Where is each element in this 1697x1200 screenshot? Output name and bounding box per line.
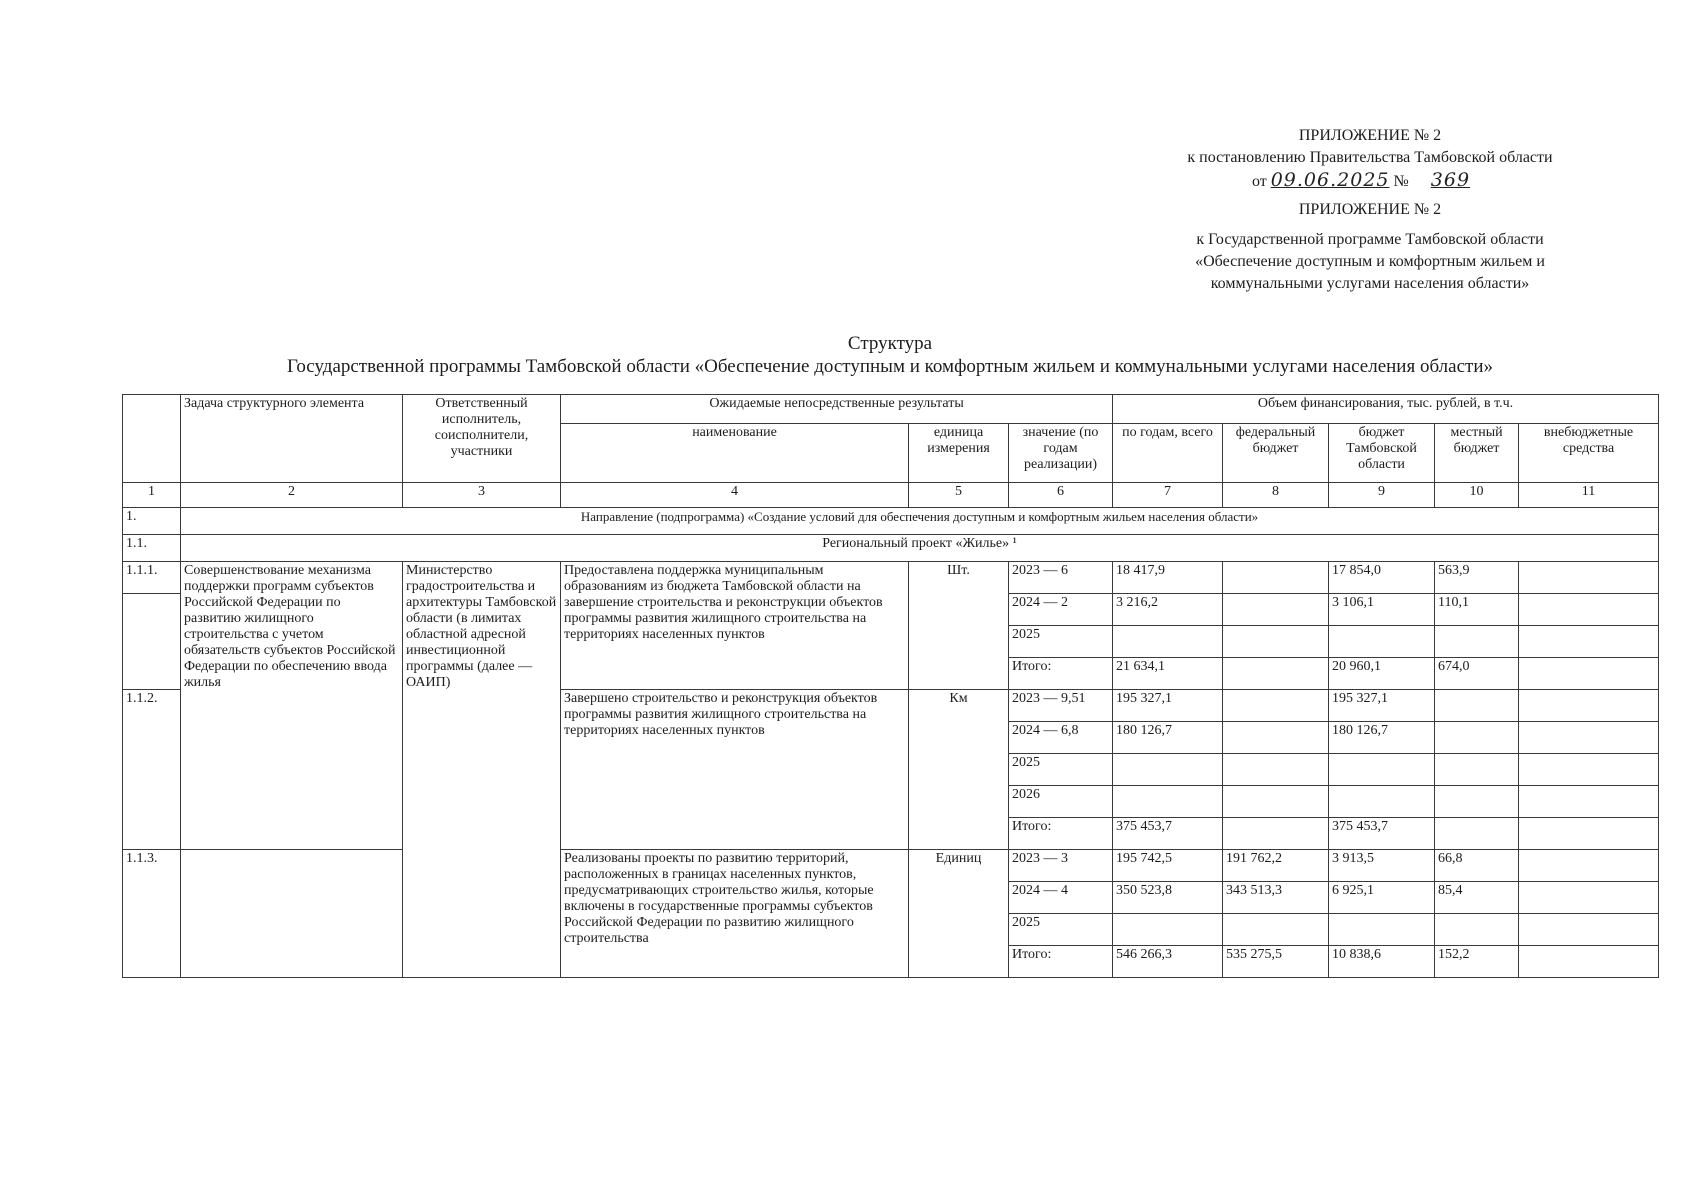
regional-cell	[1329, 914, 1435, 946]
local-cell: 674,0	[1435, 658, 1519, 690]
subsection-number: 1.1.	[123, 535, 181, 562]
local-cell: 563,9	[1435, 562, 1519, 594]
federal-cell: 191 762,2	[1223, 850, 1329, 882]
extra-cell	[1519, 882, 1659, 914]
col-number: 8	[1223, 483, 1329, 508]
total-cell: 21 634,1	[1113, 658, 1223, 690]
header-results: Ожидаемые непосредственные результаты	[561, 395, 1113, 424]
total-cell: 375 453,7	[1113, 818, 1223, 850]
federal-cell: 535 275,5	[1223, 946, 1329, 978]
local-cell: 110,1	[1435, 594, 1519, 626]
total-cell: 350 523,8	[1113, 882, 1223, 914]
extra-cell	[1519, 850, 1659, 882]
number-prefix: №	[1393, 173, 1409, 190]
local-cell	[1435, 818, 1519, 850]
regional-cell: 195 327,1	[1329, 690, 1435, 722]
value-cell: 2023 — 6	[1009, 562, 1113, 594]
date-prefix: от	[1251, 173, 1267, 190]
task-cell-continued	[181, 850, 403, 978]
col-number: 6	[1009, 483, 1113, 508]
regional-cell: 180 126,7	[1329, 722, 1435, 754]
col-number: 11	[1519, 483, 1659, 508]
header-financing: Объем финансирования, тыс. рублей, в т.ч.	[1113, 395, 1659, 424]
task-cell: Совершенствование механизма поддержки программ субъектов Российской Федерации по развитию жилищного строительства с учетом обязательств субъектов Российской Федерации по обеспечению ввода жилья	[181, 562, 403, 850]
item-number-spacer	[123, 594, 181, 690]
table-row	[123, 850, 1659, 882]
program-reference-1: к Государственной программе Тамбовской области	[1196, 231, 1544, 248]
total-cell	[1113, 626, 1223, 658]
local-cell: 152,2	[1435, 946, 1519, 978]
regional-cell: 20 960,1	[1329, 658, 1435, 690]
responsible-cell: Министерство градостроительства и архитектуры Тамбовской области (в лимитах областной адресной инвестиционной программы (далее — ОАИП)	[403, 562, 561, 978]
local-cell	[1435, 626, 1519, 658]
decree-date-line	[1100, 169, 1640, 193]
section-number: 1.	[123, 508, 181, 535]
table-row	[123, 562, 1659, 594]
result-unit: Шт.	[909, 562, 1009, 690]
value-cell: 2024 — 2	[1009, 594, 1113, 626]
program-reference-3: коммунальными услугами населения области»	[1210, 275, 1530, 292]
value-cell: 2024 — 4	[1009, 882, 1113, 914]
local-cell: 66,8	[1435, 850, 1519, 882]
total-cell: 195 327,1	[1113, 690, 1223, 722]
value-cell: 2025	[1009, 626, 1113, 658]
header-value: значение (по годам реализации)	[1009, 424, 1113, 483]
header-extra: внебюджетные средства	[1519, 424, 1659, 483]
regional-cell: 3 106,1	[1329, 594, 1435, 626]
result-unit: Км	[909, 690, 1009, 850]
federal-cell	[1223, 914, 1329, 946]
header-regional: бюджет Тамбовской области	[1329, 424, 1435, 483]
value-cell: 2026	[1009, 786, 1113, 818]
local-cell: 85,4	[1435, 882, 1519, 914]
value-cell: 2025	[1009, 754, 1113, 786]
document-title: Структура	[847, 333, 933, 354]
col-number: 1	[123, 483, 181, 508]
regional-cell	[1329, 754, 1435, 786]
federal-cell	[1223, 562, 1329, 594]
regional-cell: 10 838,6	[1329, 946, 1435, 978]
structure-table	[122, 394, 1659, 978]
result-name: Завершено строительство и реконструкция объектов программы развития жилищного строительства на территориях населенных пунктов	[561, 690, 909, 850]
header-empty	[123, 395, 181, 483]
total-cell: 18 417,9	[1113, 562, 1223, 594]
extra-cell	[1519, 562, 1659, 594]
regional-cell: 375 453,7	[1329, 818, 1435, 850]
extra-cell	[1519, 914, 1659, 946]
extra-cell	[1519, 754, 1659, 786]
value-cell: 2023 — 9,51	[1009, 690, 1113, 722]
regional-cell: 17 854,0	[1329, 562, 1435, 594]
extra-cell	[1519, 786, 1659, 818]
col-number: 7	[1113, 483, 1223, 508]
federal-cell	[1223, 626, 1329, 658]
extra-cell	[1519, 690, 1659, 722]
total-cell	[1113, 786, 1223, 818]
value-cell: Итого:	[1009, 946, 1113, 978]
item-number: 1.1.2.	[123, 690, 181, 850]
col-number: 4	[561, 483, 909, 508]
local-cell	[1435, 754, 1519, 786]
handwritten-number: 369	[1430, 169, 1471, 191]
result-name: Реализованы проекты по развитию территорий, расположенных в границах населенных пунктов, предусматривающих строительство жилья, которые включены в государственные программы субъектов Российской Федерации по развитию жилищного строительства	[561, 850, 909, 978]
extra-cell	[1519, 722, 1659, 754]
local-cell	[1435, 690, 1519, 722]
local-cell	[1435, 914, 1519, 946]
federal-cell	[1223, 722, 1329, 754]
program-reference-2: «Обеспечение доступным и комфортным жильем и	[1195, 253, 1545, 270]
federal-cell: 343 513,3	[1223, 882, 1329, 914]
header-federal: федеральный бюджет	[1223, 424, 1329, 483]
handwritten-date: 09.06.2025	[1270, 169, 1390, 191]
result-unit: Единиц	[909, 850, 1009, 978]
federal-cell	[1223, 594, 1329, 626]
value-cell: Итого:	[1009, 658, 1113, 690]
total-cell: 3 216,2	[1113, 594, 1223, 626]
col-number: 10	[1435, 483, 1519, 508]
col-number: 2	[181, 483, 403, 508]
item-number: 1.1.3.	[123, 850, 181, 978]
regional-cell	[1329, 786, 1435, 818]
extra-cell	[1519, 626, 1659, 658]
appendix-label: ПРИЛОЖЕНИЕ № 2	[1298, 127, 1442, 144]
header-by-years: по годам, всего	[1113, 424, 1223, 483]
federal-cell	[1223, 690, 1329, 722]
header-responsible: Ответственный исполнитель, соисполнители, участники	[403, 395, 561, 483]
total-cell: 180 126,7	[1113, 722, 1223, 754]
local-cell	[1435, 786, 1519, 818]
appendix-label-2: ПРИЛОЖЕНИЕ № 2	[1298, 201, 1442, 218]
col-number: 3	[403, 483, 561, 508]
value-cell: 2025	[1009, 914, 1113, 946]
column-numbers-row	[123, 483, 1659, 508]
federal-cell	[1223, 658, 1329, 690]
result-name: Предоставлена поддержка муниципальным образованиям из бюджета Тамбовской области на завершение строительства и реконструкции объектов программы развития жилищного строительства на территориях населенных пунктов	[561, 562, 909, 690]
federal-cell	[1223, 818, 1329, 850]
extra-cell	[1519, 946, 1659, 978]
header-task: Задача структурного элемента	[181, 395, 403, 483]
section-title: Направление (подпрограмма) «Создание условий для обеспечения доступным и комфортным жильем населения области»	[181, 508, 1659, 535]
federal-cell	[1223, 786, 1329, 818]
appendix-header	[1100, 125, 1640, 295]
regional-cell: 6 925,1	[1329, 882, 1435, 914]
total-cell	[1113, 914, 1223, 946]
col-number: 9	[1329, 483, 1435, 508]
section-row	[123, 508, 1659, 535]
header-unit: единица измерения	[909, 424, 1009, 483]
value-cell: Итого:	[1009, 818, 1113, 850]
col-number: 5	[909, 483, 1009, 508]
total-cell: 546 266,3	[1113, 946, 1223, 978]
subsection-title: Региональный проект «Жилье» ¹	[181, 535, 1659, 562]
total-cell	[1113, 754, 1223, 786]
decree-reference: к постановлению Правительства Тамбовской области	[1187, 149, 1553, 166]
federal-cell	[1223, 754, 1329, 786]
subsection-row	[123, 535, 1659, 562]
local-cell	[1435, 722, 1519, 754]
document-subtitle: Государственной программы Тамбовской области «Обеспечение доступным и комфортным жильем и коммунальными услугами населения области»	[287, 356, 1493, 377]
extra-cell	[1519, 594, 1659, 626]
value-cell: 2023 — 3	[1009, 850, 1113, 882]
header-name: наименование	[561, 424, 909, 483]
regional-cell	[1329, 626, 1435, 658]
total-cell: 195 742,5	[1113, 850, 1223, 882]
value-cell: 2024 — 6,8	[1009, 722, 1113, 754]
extra-cell	[1519, 818, 1659, 850]
extra-cell	[1519, 658, 1659, 690]
item-number: 1.1.1.	[123, 562, 181, 594]
header-local: местный бюджет	[1435, 424, 1519, 483]
regional-cell: 3 913,5	[1329, 850, 1435, 882]
